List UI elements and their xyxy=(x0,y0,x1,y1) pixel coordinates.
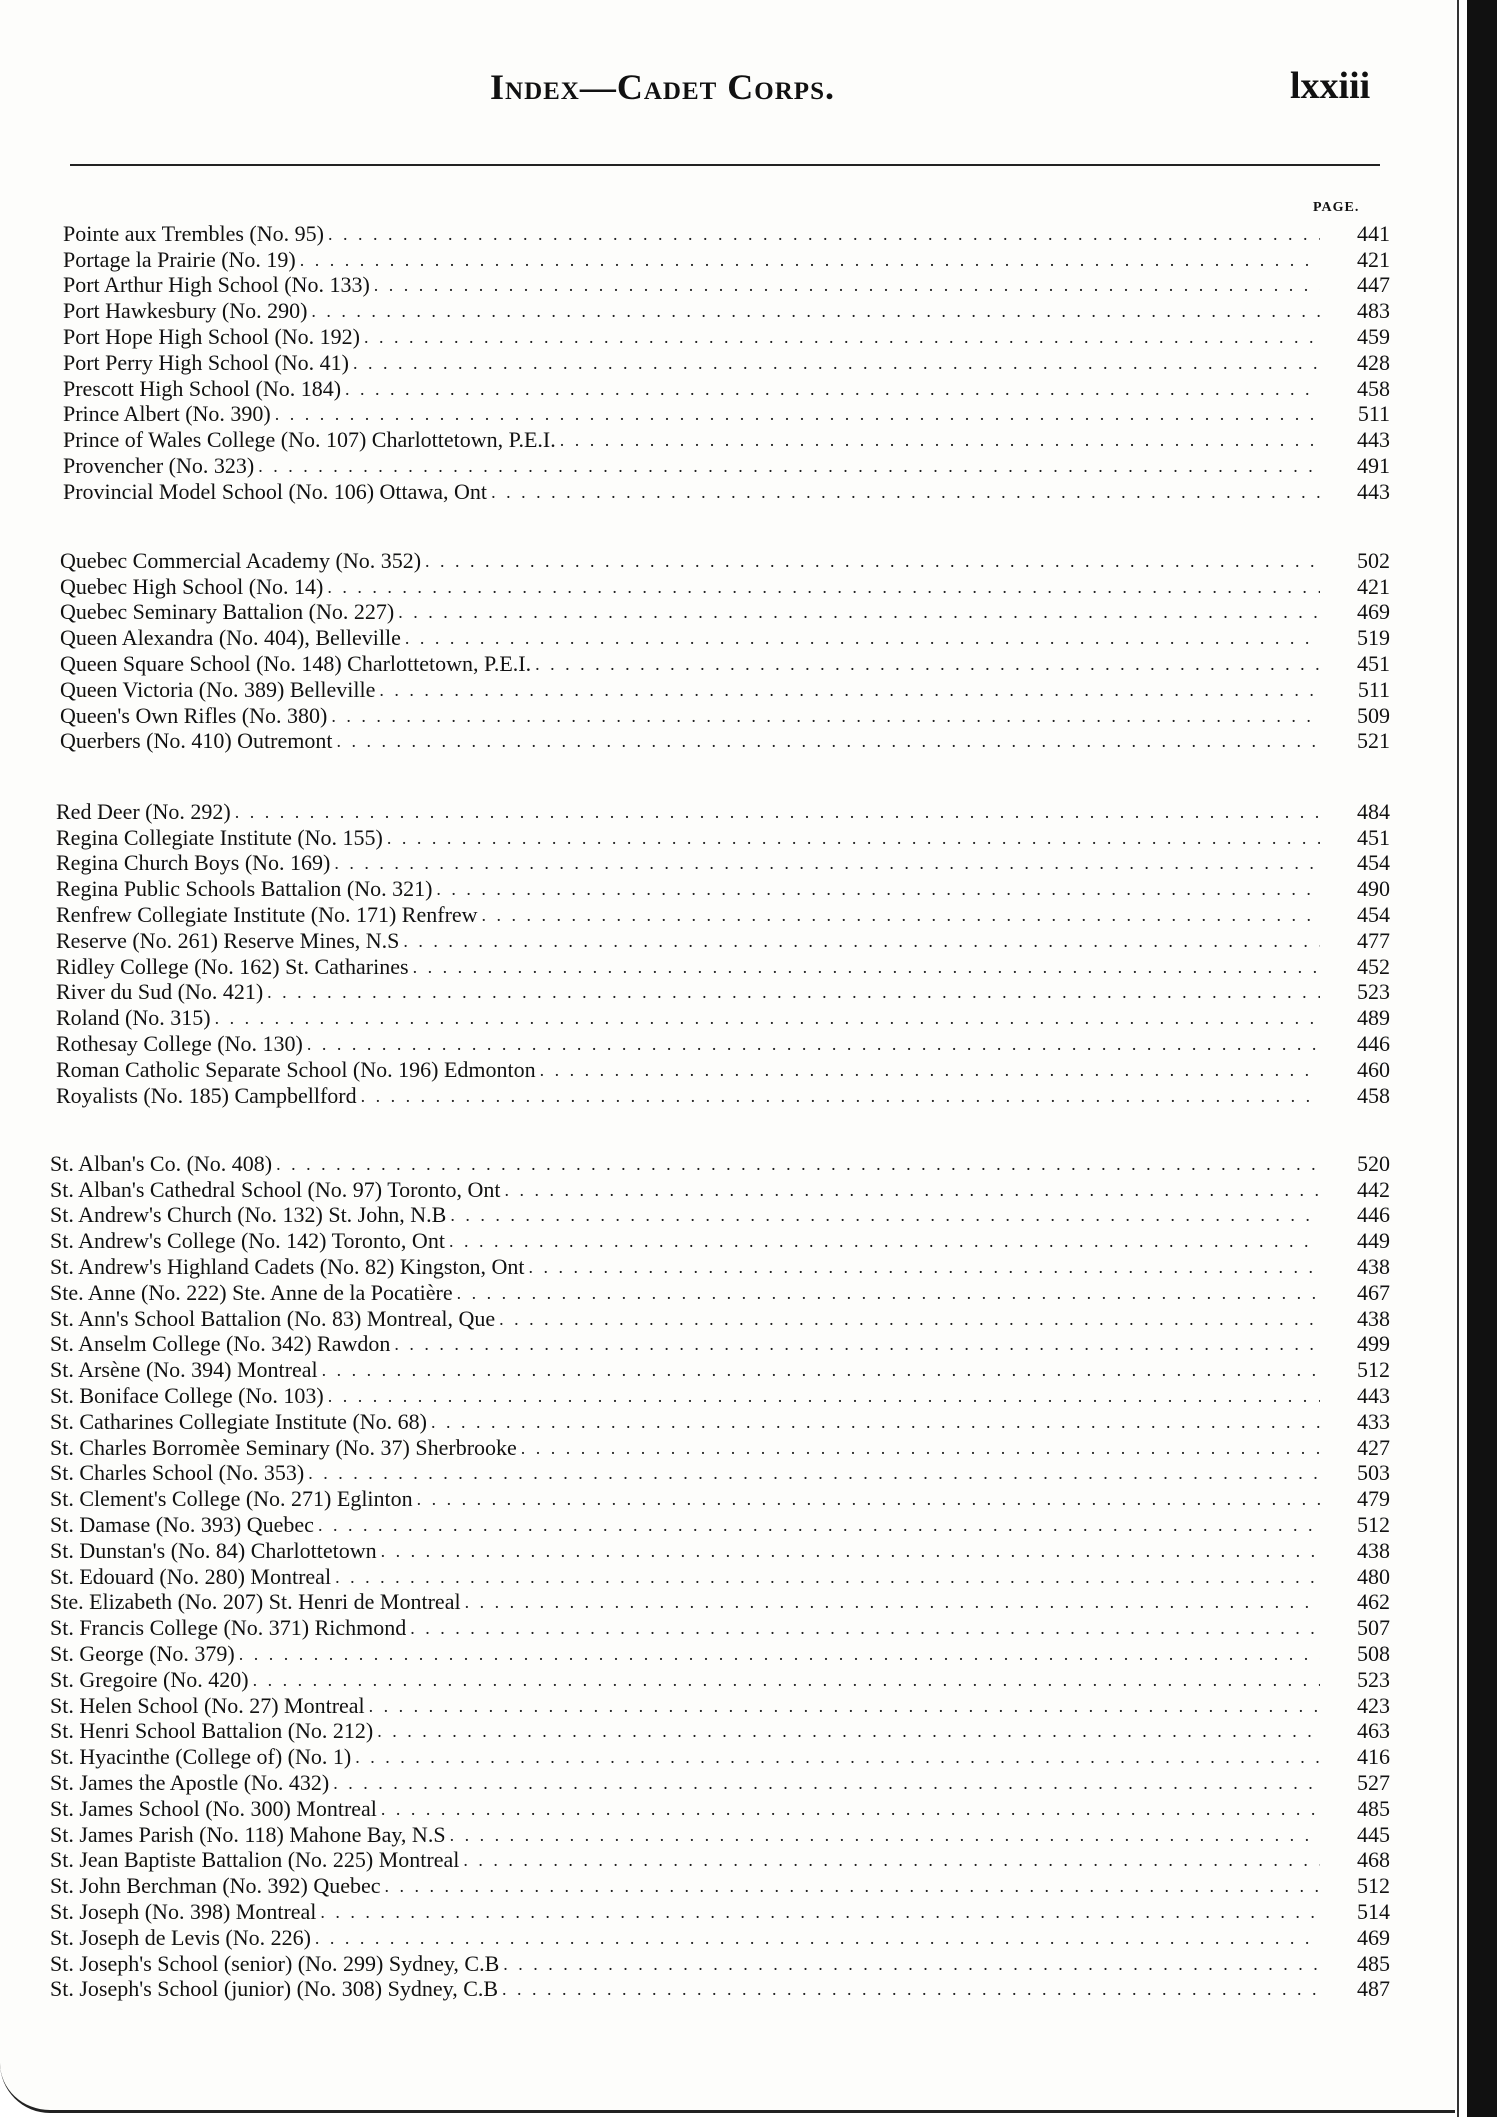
entry-name: St. Ann's School Battalion (No. 83) Montreal, Que xyxy=(50,1305,496,1331)
entry-name: Portage la Prairie (No. 19) xyxy=(63,246,296,272)
entry-name: St. Edouard (No. 280) Montreal xyxy=(50,1563,332,1589)
dot-leader xyxy=(253,1669,1320,1691)
index-entry xyxy=(50,1613,1390,1639)
dot-leader xyxy=(387,827,1320,849)
entry-page-number: 468 xyxy=(1357,1847,1390,1873)
entry-page-number: 433 xyxy=(1357,1408,1390,1434)
entry-page-number: 460 xyxy=(1357,1056,1390,1082)
index-entry xyxy=(63,348,1390,374)
index-entry xyxy=(50,1278,1390,1304)
entry-name: Prince Albert (No. 390) xyxy=(63,401,271,427)
index-entry xyxy=(50,1846,1390,1872)
dot-leader xyxy=(482,904,1320,926)
index-entry xyxy=(50,1175,1390,1201)
entry-name: Queen Alexandra (No. 404), Belleville xyxy=(60,625,401,651)
entry-name: St. Jean Baptiste Battalion (No. 225) Montreal xyxy=(50,1847,460,1873)
entry-name: St. Francis College (No. 371) Richmond xyxy=(50,1615,407,1641)
entry-page-number: 499 xyxy=(1357,1331,1390,1357)
dot-leader xyxy=(436,878,1320,900)
dot-leader xyxy=(361,1085,1320,1107)
entry-page-number: 485 xyxy=(1357,1795,1390,1821)
entry-name: St. George (No. 379) xyxy=(50,1640,235,1666)
index-entry xyxy=(60,546,1390,572)
entry-name: Querbers (No. 410) Outremont xyxy=(60,728,333,754)
dot-leader xyxy=(535,653,1320,675)
index-entry xyxy=(50,1304,1390,1330)
index-entry xyxy=(60,649,1390,675)
entry-name: St. Gregoire (No. 420) xyxy=(50,1666,249,1692)
dot-leader xyxy=(499,1308,1320,1330)
entry-name: Queen Square School (No. 148) Charlottetown, P.E.I. xyxy=(60,650,532,676)
entry-name: Regina Collegiate Institute (No. 155) xyxy=(56,824,383,850)
dot-leader xyxy=(385,1875,1320,1897)
dot-leader xyxy=(374,274,1320,296)
index-entry xyxy=(50,1433,1390,1459)
entry-name: Quebec High School (No. 14) xyxy=(60,573,324,599)
dot-leader xyxy=(328,223,1320,245)
dot-leader xyxy=(449,1230,1320,1252)
entry-name: St. Joseph's School (junior) (No. 308) Sydney, C.B xyxy=(50,1976,499,2002)
page-header xyxy=(0,60,1420,120)
entry-page-number: 443 xyxy=(1357,1382,1390,1408)
index-entry xyxy=(56,1055,1390,1081)
index-entry xyxy=(63,477,1390,503)
dot-leader xyxy=(529,1256,1321,1278)
entry-page-number: 511 xyxy=(1357,676,1390,702)
entry-name: Port Arthur High School (No. 133) xyxy=(63,272,370,298)
entry-page-number: 527 xyxy=(1357,1769,1390,1795)
index-entry xyxy=(56,797,1390,823)
entry-page-number: 458 xyxy=(1357,1082,1390,1108)
dot-leader xyxy=(300,249,1320,271)
index-entry xyxy=(56,926,1390,952)
dot-leader xyxy=(275,403,1320,425)
entry-page-number: 443 xyxy=(1357,478,1390,504)
entry-name: Renfrew Collegiate Institute (No. 171) Renfrew xyxy=(56,901,478,927)
index-entry xyxy=(50,1975,1390,2001)
dot-leader xyxy=(394,1333,1320,1355)
index-entry xyxy=(50,1717,1390,1743)
index-section xyxy=(50,1149,1390,2000)
dot-leader xyxy=(398,601,1320,623)
index-entry xyxy=(50,1871,1390,1897)
entry-page-number: 445 xyxy=(1357,1821,1390,1847)
index-entry xyxy=(50,1897,1390,1923)
entry-name: River du Sud (No. 421) xyxy=(56,979,264,1005)
entry-page-number: 520 xyxy=(1357,1150,1390,1176)
entry-page-number: 511 xyxy=(1357,401,1390,427)
index-entry xyxy=(50,1510,1390,1536)
dot-leader xyxy=(318,1514,1320,1536)
entry-page-number: 484 xyxy=(1357,798,1390,824)
entry-name: Ste. Elizabeth (No. 207) St. Henri de Montreal xyxy=(50,1589,461,1615)
entry-name: Port Hope High School (No. 192) xyxy=(63,323,360,349)
entry-name: Quebec Seminary Battalion (No. 227) xyxy=(60,599,395,625)
index-entry xyxy=(50,1330,1390,1356)
index-entry xyxy=(50,1355,1390,1381)
entry-name: St. James Parish (No. 118) Mahone Bay, N.S xyxy=(50,1821,446,1847)
index-entry xyxy=(56,1029,1390,1055)
entry-page-number: 438 xyxy=(1357,1537,1390,1563)
index-entry xyxy=(56,874,1390,900)
entry-page-number: 427 xyxy=(1357,1434,1390,1460)
dot-leader xyxy=(337,730,1321,752)
dot-leader xyxy=(381,1798,1320,1820)
entry-page-number: 519 xyxy=(1357,625,1390,651)
dot-leader xyxy=(307,1033,1320,1055)
dot-leader xyxy=(521,1437,1320,1459)
index-entry xyxy=(50,1562,1390,1588)
entry-name: Regina Church Boys (No. 169) xyxy=(56,850,331,876)
index-entry xyxy=(50,1536,1390,1562)
dot-leader xyxy=(465,1591,1320,1613)
dot-leader xyxy=(327,576,1320,598)
entry-page-number: 521 xyxy=(1357,728,1390,754)
entry-name: St. Alban's Co. (No. 408) xyxy=(50,1150,273,1176)
dot-leader xyxy=(463,1849,1320,1871)
entry-name: Port Perry High School (No. 41) xyxy=(63,349,349,375)
index-entry xyxy=(50,1665,1390,1691)
entry-page-number: 423 xyxy=(1357,1692,1390,1718)
dot-leader xyxy=(457,1282,1320,1304)
index-entry xyxy=(50,1201,1390,1227)
dot-leader xyxy=(215,1007,1320,1029)
dot-leader xyxy=(417,1488,1320,1510)
entry-page-number: 446 xyxy=(1357,1030,1390,1056)
dot-leader xyxy=(369,1695,1320,1717)
index-entry xyxy=(63,219,1390,245)
entry-page-number: 463 xyxy=(1357,1718,1390,1744)
index-entry xyxy=(50,1484,1390,1510)
entry-page-number: 451 xyxy=(1357,650,1390,676)
dot-leader xyxy=(311,300,1320,322)
dot-leader xyxy=(334,852,1320,874)
dot-leader xyxy=(335,1566,1320,1588)
dot-leader xyxy=(405,627,1320,649)
entry-name: Royalists (No. 185) Campbellford xyxy=(56,1082,357,1108)
entry-page-number: 469 xyxy=(1357,599,1390,625)
entry-page-number: 442 xyxy=(1357,1176,1390,1202)
entry-name: St. James School (No. 300) Montreal xyxy=(50,1795,377,1821)
entry-page-number: 452 xyxy=(1357,953,1390,979)
index-entry xyxy=(56,823,1390,849)
entry-name: St. Andrew's College (No. 142) Toronto, Ont xyxy=(50,1228,445,1254)
dot-leader xyxy=(345,378,1320,400)
index-entry xyxy=(63,322,1390,348)
index-entry xyxy=(50,1768,1390,1794)
index-entry xyxy=(56,1003,1390,1029)
index-entry xyxy=(50,1459,1390,1485)
book-spine xyxy=(1467,0,1497,2117)
entry-page-number: 447 xyxy=(1357,272,1390,298)
entry-page-number: 491 xyxy=(1357,452,1390,478)
dot-leader xyxy=(322,1359,1320,1381)
index-entry xyxy=(63,400,1390,426)
entry-name: St. Arsène (No. 394) Montreal xyxy=(50,1357,318,1383)
dot-leader xyxy=(355,1746,1320,1768)
entry-name: Provencher (No. 323) xyxy=(63,452,255,478)
entry-name: Rothesay College (No. 130) xyxy=(56,1030,303,1056)
index-entry xyxy=(56,1081,1390,1107)
index-entry xyxy=(63,374,1390,400)
entry-name: St. Boniface College (No. 103) xyxy=(50,1382,324,1408)
entry-page-number: 489 xyxy=(1357,1005,1390,1031)
entry-page-number: 459 xyxy=(1357,323,1390,349)
entry-page-number: 443 xyxy=(1357,427,1390,453)
dot-leader xyxy=(364,326,1320,348)
entry-page-number: 479 xyxy=(1357,1486,1390,1512)
entry-name: St. Anselm College (No. 342) Rawdon xyxy=(50,1331,391,1357)
entry-name: St. Charles School (No. 353) xyxy=(50,1460,305,1486)
entry-page-number: 421 xyxy=(1357,573,1390,599)
entry-name: St. Henri School Battalion (No. 212) xyxy=(50,1718,374,1744)
entry-name: St. Joseph's School (senior) (No. 299) Sydney, C.B xyxy=(50,1950,500,1976)
dot-leader xyxy=(379,679,1320,701)
entry-page-number: 512 xyxy=(1357,1511,1390,1537)
entry-page-number: 490 xyxy=(1357,876,1390,902)
entry-page-number: 508 xyxy=(1357,1640,1390,1666)
entry-page-number: 469 xyxy=(1357,1924,1390,1950)
dot-leader xyxy=(331,705,1320,727)
entry-page-number: 458 xyxy=(1357,375,1390,401)
entry-page-number: 503 xyxy=(1357,1460,1390,1486)
dot-leader xyxy=(267,981,1320,1003)
index-entry xyxy=(63,425,1390,451)
entry-name: St. Damase (No. 393) Quebec xyxy=(50,1511,314,1537)
index-entry xyxy=(50,1588,1390,1614)
index-entry xyxy=(50,1949,1390,1975)
dot-leader xyxy=(381,1540,1320,1562)
index-entry xyxy=(60,623,1390,649)
entry-name: Ridley College (No. 162) St. Catharines xyxy=(56,953,409,979)
index-entry xyxy=(63,271,1390,297)
entry-page-number: 485 xyxy=(1357,1950,1390,1976)
entry-name: Roland (No. 315) xyxy=(56,1005,211,1031)
entry-name: St. Hyacinthe (College of) (No. 1) xyxy=(50,1744,352,1770)
entry-name: St. Clement's College (No. 271) Eglinton xyxy=(50,1486,413,1512)
index-entry xyxy=(50,1691,1390,1717)
index-entry xyxy=(50,1639,1390,1665)
index-entry xyxy=(60,727,1390,753)
dot-leader xyxy=(258,455,1320,477)
entry-page-number: 523 xyxy=(1357,1666,1390,1692)
entry-name: Red Deer (No. 292) xyxy=(56,798,231,824)
entry-name: St. Helen School (No. 27) Montreal xyxy=(50,1692,365,1718)
entry-name: Regina Public Schools Battalion (No. 321) xyxy=(56,876,433,902)
entry-page-number: 438 xyxy=(1357,1253,1390,1279)
entry-page-number: 477 xyxy=(1357,927,1390,953)
dot-leader xyxy=(425,550,1320,572)
entry-name: Reserve (No. 261) Reserve Mines, N.S xyxy=(56,927,400,953)
page-column-label: PAGE. xyxy=(1313,200,1360,215)
entry-page-number: 438 xyxy=(1357,1305,1390,1331)
index-entry xyxy=(56,900,1390,926)
index-entry xyxy=(50,1381,1390,1407)
index-entry xyxy=(60,675,1390,701)
entry-name: St. John Berchman (No. 392) Quebec xyxy=(50,1873,381,1899)
entry-page-number: 514 xyxy=(1357,1898,1390,1924)
entry-page-number: 507 xyxy=(1357,1615,1390,1641)
dot-leader xyxy=(276,1153,1320,1175)
entry-name: St. Catharines Collegiate Institute (No. 68) xyxy=(50,1408,427,1434)
entry-page-number: 512 xyxy=(1357,1873,1390,1899)
index-entry xyxy=(56,952,1390,978)
entry-page-number: 509 xyxy=(1357,702,1390,728)
index-entry xyxy=(63,296,1390,322)
dot-leader xyxy=(410,1617,1320,1639)
entry-page-number: 512 xyxy=(1357,1357,1390,1383)
dot-leader xyxy=(413,956,1320,978)
entry-page-number: 428 xyxy=(1357,349,1390,375)
entry-page-number: 487 xyxy=(1357,1976,1390,2002)
dot-leader xyxy=(328,1385,1320,1407)
entry-page-number: 502 xyxy=(1357,547,1390,573)
dot-leader xyxy=(239,1643,1320,1665)
entry-page-number: 454 xyxy=(1357,901,1390,927)
dot-leader xyxy=(450,1204,1320,1226)
entry-name: St. Alban's Cathedral School (No. 97) Toronto, Ont xyxy=(50,1176,501,1202)
entry-page-number: 416 xyxy=(1357,1744,1390,1770)
entry-name: St. Dunstan's (No. 84) Charlottetown xyxy=(50,1537,377,1563)
index-section xyxy=(63,219,1390,503)
dot-leader xyxy=(502,1978,1320,2000)
dot-leader xyxy=(503,1953,1320,1975)
entry-page-number: 449 xyxy=(1357,1228,1390,1254)
index-entry xyxy=(50,1226,1390,1252)
entry-page-number: 523 xyxy=(1357,979,1390,1005)
index-entry xyxy=(63,245,1390,271)
entry-page-number: 421 xyxy=(1357,246,1390,272)
entry-page-number: 462 xyxy=(1357,1589,1390,1615)
page-edge-line xyxy=(1457,0,1459,2117)
page-number: lxxiii xyxy=(1290,65,1371,107)
entry-page-number: 441 xyxy=(1357,220,1390,246)
entry-page-number: 454 xyxy=(1357,850,1390,876)
index-entry xyxy=(60,572,1390,598)
index-section xyxy=(56,797,1390,1107)
entry-name: Prescott High School (No. 184) xyxy=(63,375,342,401)
dot-leader xyxy=(235,801,1320,823)
entry-name: St. Joseph (No. 398) Montreal xyxy=(50,1898,317,1924)
index-entry xyxy=(50,1407,1390,1433)
entry-name: Prince of Wales College (No. 107) Charlottetown, P.E.I. xyxy=(63,427,556,453)
entry-name: Ste. Anne (No. 222) Ste. Anne de la Pocatière xyxy=(50,1279,453,1305)
entry-name: Queen's Own Rifles (No. 380) xyxy=(60,702,328,728)
dot-leader xyxy=(333,1772,1320,1794)
index-section xyxy=(60,546,1390,752)
page-title: Index—Cadet Corps. xyxy=(490,67,835,107)
entry-name: Roman Catholic Separate School (No. 196) Edmonton xyxy=(56,1056,536,1082)
dot-leader xyxy=(431,1411,1320,1433)
dot-leader xyxy=(320,1901,1320,1923)
dot-leader xyxy=(353,352,1320,374)
dot-leader xyxy=(450,1824,1320,1846)
entry-page-number: 480 xyxy=(1357,1563,1390,1589)
entry-page-number: 467 xyxy=(1357,1279,1390,1305)
entry-page-number: 451 xyxy=(1357,824,1390,850)
dot-leader xyxy=(540,1059,1320,1081)
entry-name: St. Andrew's Highland Cadets (No. 82) Kingston, Ont xyxy=(50,1253,525,1279)
index-entry xyxy=(50,1794,1390,1820)
index-entry xyxy=(50,1742,1390,1768)
dot-leader xyxy=(560,429,1320,451)
entry-name: St. Joseph de Levis (No. 226) xyxy=(50,1924,311,1950)
dot-leader xyxy=(491,481,1320,503)
entry-name: St. Charles Borromèe Seminary (No. 37) Sherbrooke xyxy=(50,1434,517,1460)
entry-name: Provincial Model School (No. 106) Ottawa, Ont xyxy=(63,478,488,504)
dot-leader xyxy=(308,1462,1320,1484)
entry-name: St. James the Apostle (No. 432) xyxy=(50,1769,330,1795)
entry-page-number: 446 xyxy=(1357,1202,1390,1228)
index-entry xyxy=(56,978,1390,1004)
index-entry xyxy=(50,1252,1390,1278)
dot-leader xyxy=(315,1927,1320,1949)
entry-name: Quebec Commercial Academy (No. 352) xyxy=(60,547,422,573)
index-entry xyxy=(50,1149,1390,1175)
index-entry xyxy=(63,451,1390,477)
index-entry xyxy=(56,849,1390,875)
index-entry xyxy=(60,701,1390,727)
header-rule xyxy=(70,164,1380,166)
entry-page-number: 483 xyxy=(1357,298,1390,324)
index-entry xyxy=(50,1820,1390,1846)
entry-name: Pointe aux Trembles (No. 95) xyxy=(63,220,324,246)
dot-leader xyxy=(403,930,1320,952)
entry-name: St. Andrew's Church (No. 132) St. John, N.B xyxy=(50,1202,447,1228)
dot-leader xyxy=(377,1720,1320,1742)
index-entry xyxy=(50,1923,1390,1949)
entry-name: Port Hawkesbury (No. 290) xyxy=(63,298,308,324)
index-entry xyxy=(60,598,1390,624)
entry-name: Queen Victoria (No. 389) Belleville xyxy=(60,676,376,702)
dot-leader xyxy=(505,1179,1320,1201)
